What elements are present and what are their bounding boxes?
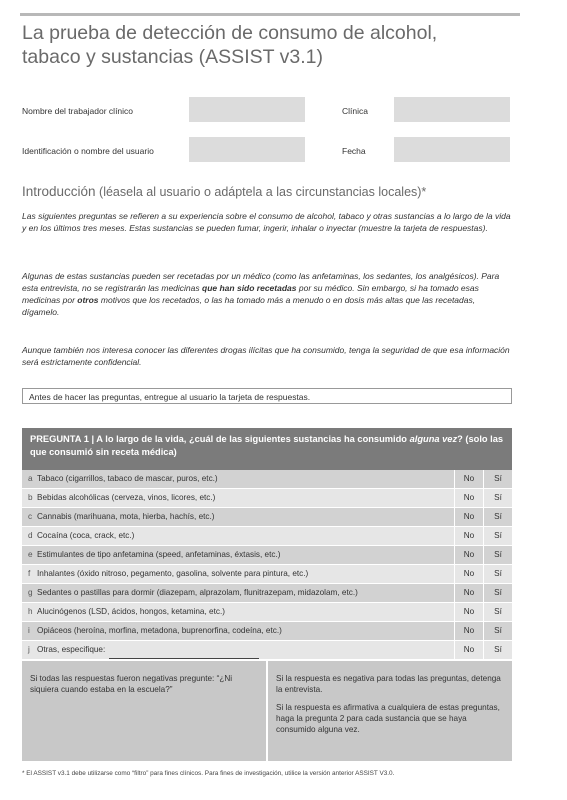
- table-row: [22, 584, 512, 603]
- specify-blank[interactable]: [109, 650, 259, 659]
- substance-letter: b: [28, 493, 33, 502]
- intro-note: (léasela al usuario o adáptela a las circunstancias locales)*: [99, 185, 427, 199]
- substance-cell: [22, 603, 454, 621]
- intro-title: Introducción: [22, 184, 96, 199]
- answer-no[interactable]: No: [455, 470, 483, 488]
- question-suffix: ? (solo las que consumió sin receta médica): [30, 434, 504, 457]
- substance-cell: [22, 508, 454, 526]
- substance-cell: [22, 622, 454, 640]
- p2-part-c: por su médico. Sin embargo, si ha tomado esas medicinas por: [22, 283, 479, 305]
- date-field[interactable]: [394, 137, 510, 162]
- answer-si[interactable]: Sí: [484, 527, 512, 545]
- substance-label: Bebidas alcohólicas (cerveza, vinos, licores, etc.): [37, 493, 216, 502]
- top-rule: [20, 13, 520, 16]
- answer-no[interactable]: No: [455, 565, 483, 583]
- date-label: Fecha: [342, 146, 366, 156]
- answer-no[interactable]: No: [455, 546, 483, 564]
- substance-label: Cocaína (coca, crack, etc.): [37, 531, 135, 540]
- table-row: [22, 565, 512, 584]
- substance-label: Opiáceos (heroína, morfina, metadona, buprenorfina, codeína, etc.): [37, 626, 282, 635]
- answer-si[interactable]: Sí: [484, 584, 512, 602]
- substance-letter: e: [28, 550, 33, 559]
- substance-label: Cannabis (marihuana, mota, hierba, hachís, etc.): [37, 512, 215, 521]
- question-1-header: [22, 428, 512, 470]
- answer-no[interactable]: No: [455, 508, 483, 526]
- table-row: [22, 527, 512, 546]
- table-row: [22, 546, 512, 565]
- p2-part-a: Algunas de estas sustancias pueden ser recetadas por un médico (como las anfetaminas, los sedantes, los analgésicos). Para esta entrevista, no se registrarán las medicinas: [22, 271, 500, 293]
- answer-no[interactable]: No: [455, 622, 483, 640]
- substance-letter: a: [28, 474, 33, 483]
- worker-field[interactable]: [189, 97, 305, 122]
- footnote: * El ASSIST v3.1 debe utilizarse como “filtro” para fines clínicos. Para fines de investigación, utilice la versión anterior ASSIST V3.0.: [22, 770, 395, 777]
- intro-paragraph-2: [22, 270, 512, 318]
- substance-cell: [22, 584, 454, 602]
- substance-letter: g: [28, 588, 33, 597]
- substance-letter: h: [28, 607, 33, 616]
- form-row-user: [22, 135, 512, 175]
- substance-label: Otras, especifique:: [37, 645, 106, 654]
- substance-cell: [22, 470, 454, 488]
- instructions-panel: [22, 661, 512, 761]
- page-title: [22, 21, 522, 69]
- answer-no[interactable]: No: [455, 584, 483, 602]
- answer-si[interactable]: Sí: [484, 546, 512, 564]
- instruction-right-1: Si la respuesta es negativa para todas las preguntas, detenga la entrevista.: [276, 674, 501, 694]
- answer-si[interactable]: Sí: [484, 565, 512, 583]
- substance-cell: [22, 641, 454, 659]
- question-prefix: PREGUNTA 1 | A lo largo de la vida, ¿cuál de las siguientes sustancias ha consumido: [30, 434, 407, 444]
- p2-emph-1: que han sido recetadas: [202, 283, 297, 293]
- instruction-left: Si todas las respuestas fueron negativas pregunte: “¿Ni siquiera cuando estaba en la escuela?”: [22, 661, 266, 761]
- substance-table: [22, 470, 512, 660]
- intro-paragraph-1: Las siguientes preguntas se refieren a su experiencia sobre el consumo de alcohol, tabaco y otras sustancias a lo largo de la vida y en los últimos tres meses. Estas sustancias se pueden fumar, ingerir, inhalar o inyectar (muestre la tarjeta de respuestas).: [22, 211, 511, 233]
- substance-letter: f: [28, 569, 31, 578]
- intro-paragraph-3: Aunque también nos interesa conocer las diferentes drogas ilícitas que ha consumido, tenga la seguridad de que esa información será estrictamente confidencial.: [22, 345, 510, 367]
- answer-si[interactable]: Sí: [484, 508, 512, 526]
- answer-si[interactable]: Sí: [484, 641, 512, 659]
- substance-label: Inhalantes (óxido nitroso, pegamento, gasolina, solvente para pintura, etc.): [37, 569, 309, 578]
- p2-part-e: motivos que los recetados, o las ha tomado más a menudo o en dosis más altas que las recetadas, dígamelo.: [22, 295, 476, 317]
- substance-label: Sedantes o pastillas para dormir (diazepam, alprazolam, flunitrazepam, midazolam, etc.): [37, 588, 358, 597]
- table-row: [22, 641, 512, 660]
- worker-label: Nombre del trabajador clínico: [22, 106, 134, 116]
- substance-letter: i: [28, 626, 30, 635]
- substance-letter: j: [28, 645, 30, 654]
- table-row: [22, 470, 512, 489]
- title-line-1: La prueba de detección de consumo de alcohol,: [22, 22, 438, 44]
- clinic-field[interactable]: [394, 97, 510, 122]
- user-field[interactable]: [189, 137, 305, 162]
- header-form: [22, 95, 512, 175]
- substance-cell: [22, 546, 454, 564]
- answer-si[interactable]: Sí: [484, 470, 512, 488]
- table-row: [22, 603, 512, 622]
- table-row: [22, 489, 512, 508]
- question-emph: alguna vez: [409, 434, 458, 444]
- p2-emph-2: otros: [77, 295, 99, 305]
- answer-no[interactable]: No: [455, 527, 483, 545]
- substance-letter: d: [28, 531, 33, 540]
- instruction-right-2: Si la respuesta es afirmativa a cualquiera de estas preguntas, haga la pregunta 2 para cada sustancia que se haya consumido alguna vez.: [276, 703, 500, 734]
- form-row-worker: [22, 95, 512, 135]
- substance-cell: [22, 527, 454, 545]
- substance-cell: [22, 565, 454, 583]
- answer-si[interactable]: Sí: [484, 489, 512, 507]
- intro-heading: [22, 184, 426, 199]
- substance-label: Alucinógenos (LSD, ácidos, hongos, ketamina, etc.): [37, 607, 225, 616]
- instruction-box: Antes de hacer las preguntas, entregue al usuario la tarjeta de respuestas.: [22, 388, 512, 404]
- answer-si[interactable]: Sí: [484, 603, 512, 621]
- user-label: Identificación o nombre del usuario: [22, 146, 154, 156]
- answer-si[interactable]: Sí: [484, 622, 512, 640]
- table-row: [22, 622, 512, 641]
- table-row: [22, 508, 512, 527]
- substance-label: Tabaco (cigarrillos, tabaco de mascar, puros, etc.): [37, 474, 218, 483]
- answer-no[interactable]: No: [455, 603, 483, 621]
- clinic-label: Clínica: [342, 106, 368, 116]
- title-line-2: tabaco y sustancias (ASSIST v3.1): [22, 46, 323, 68]
- substance-label: Estimulantes de tipo anfetamina (speed, anfetaminas, éxtasis, etc.): [37, 550, 281, 559]
- instruction-right: [268, 661, 512, 761]
- substance-cell: [22, 489, 454, 507]
- answer-no[interactable]: No: [455, 489, 483, 507]
- substance-letter: c: [28, 512, 33, 521]
- answer-no[interactable]: No: [455, 641, 483, 659]
